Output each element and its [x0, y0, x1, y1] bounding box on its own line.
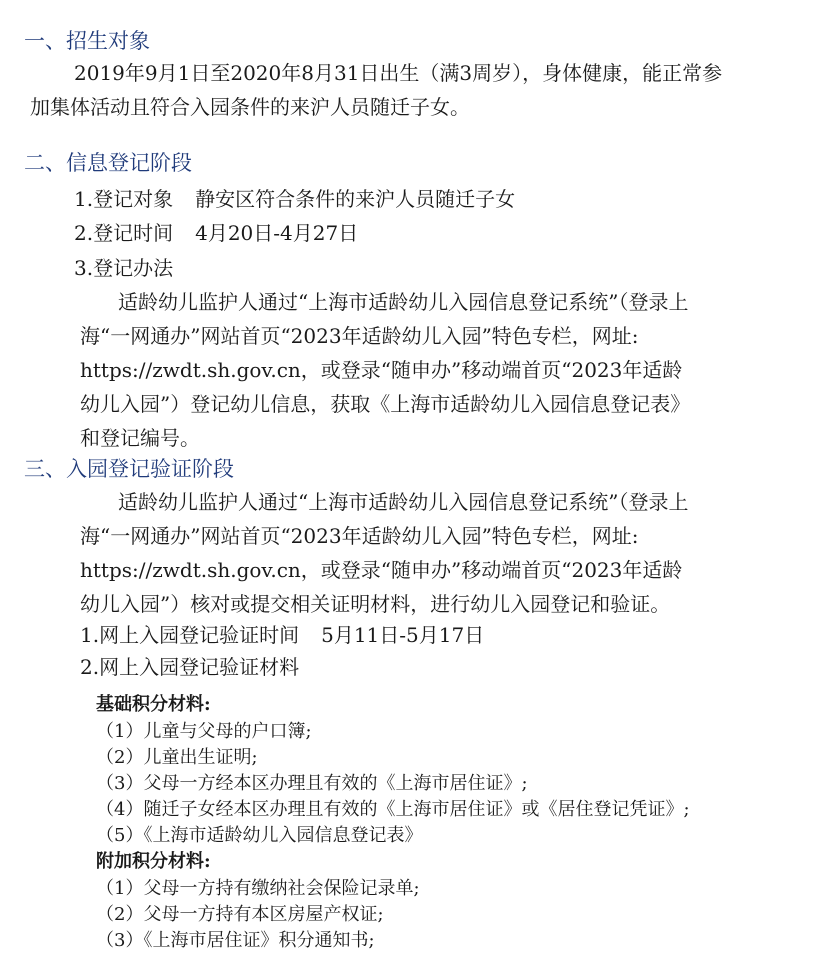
section-3-line-2: 海“一网通办”网站首页“2023年适龄幼儿入园”特色专栏，网址: — [80, 524, 639, 548]
section-2-line-4: 幼儿入园”）登记幼儿信息，获取《上海市适龄幼儿入园信息登记表》 — [80, 392, 691, 416]
section-3-title: 三、入园登记验证阶段 — [24, 457, 234, 481]
basic-material-item: （5）《上海市适龄幼儿入园信息登记表》 — [96, 825, 423, 846]
section-1-line-2: 加集体活动且符合入园条件的来沪人员随迁子女。 — [30, 95, 470, 119]
section-2-item-2 — [74, 218, 358, 248]
basic-material-item: （4）随迁子女经本区办理且有效的《上海市居住证》或《居住登记凭证》; — [96, 799, 690, 820]
section-1-line-1: 2019年9月1日至2020年8月31日出生（满3周岁），身体健康，能正常参 — [74, 61, 723, 85]
section-1-title: 一、招生对象 — [24, 29, 150, 53]
extra-material-item: （2）父母一方持有本区房屋产权证; — [96, 904, 384, 925]
section-3-line-3: https://zwdt.sh.gov.cn，或登录“随申办”移动端首页“2023年适龄 — [80, 558, 683, 582]
basic-materials-title: 基础积分材料: — [96, 694, 211, 715]
basic-material-item: （2）儿童出生证明; — [96, 747, 258, 768]
section-2-line-5: 和登记编号。 — [80, 426, 200, 450]
section-2-item-1 — [74, 184, 515, 214]
section-3-item-2: 2.网上入园登记验证材料 — [80, 655, 300, 679]
section-3-item-1 — [80, 620, 484, 650]
section-3-line-4: 幼儿入园”）核对或提交相关证明材料，进行幼儿入园登记和验证。 — [80, 592, 671, 616]
item-value: 5月11日-5月17日 — [321, 623, 485, 647]
basic-material-item: （1）儿童与父母的户口簿; — [96, 721, 312, 742]
section-2-line-1: 适龄幼儿监护人通过“上海市适龄幼儿入园信息登记系统”（登录上 — [118, 290, 689, 314]
section-2-title: 二、信息登记阶段 — [24, 151, 192, 175]
item-label: 2.登记时间 — [74, 221, 174, 245]
basic-material-item: （3）父母一方经本区办理且有效的《上海市居住证》; — [96, 773, 528, 794]
section-2-item-3: 3.登记办法 — [74, 256, 174, 280]
extra-materials-title: 附加积分材料: — [96, 851, 211, 872]
item-label: 1.网上入园登记验证时间 — [80, 623, 300, 647]
item-value: 4月20日-4月27日 — [195, 221, 359, 245]
item-value: 静安区符合条件的来沪人员随迁子女 — [195, 187, 516, 211]
extra-material-item: （1）父母一方持有缴纳社会保险记录单; — [96, 878, 420, 899]
section-2-line-2: 海“一网通办”网站首页“2023年适龄幼儿入园”特色专栏，网址: — [80, 324, 639, 348]
extra-material-item: （3）《上海市居住证》积分通知书; — [96, 930, 375, 951]
section-3-line-1: 适龄幼儿监护人通过“上海市适龄幼儿入园信息登记系统”（登录上 — [118, 490, 689, 514]
item-label: 1.登记对象 — [74, 187, 174, 211]
section-2-line-3: https://zwdt.sh.gov.cn，或登录“随申办”移动端首页“2023年适龄 — [80, 358, 683, 382]
